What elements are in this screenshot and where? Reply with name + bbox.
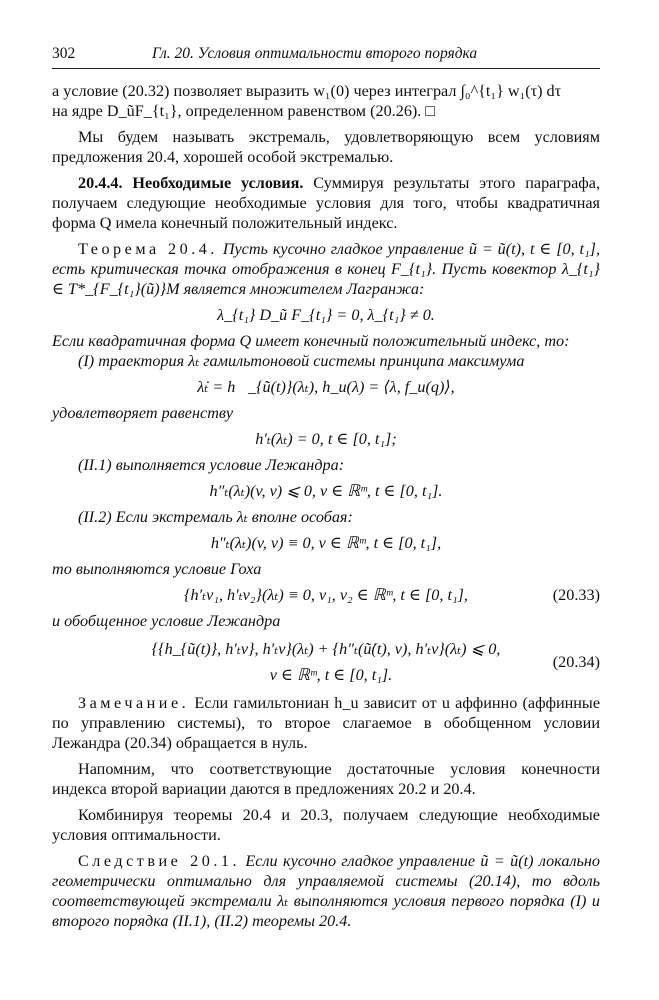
remark-label: Замечание. xyxy=(78,694,190,712)
equation-generalized-line-2: v ∈ ℝᵐ, t ∈ [0, t₁]. xyxy=(269,666,393,684)
theorem-item-2-1: (II.1) выполняется условие Лежандра: xyxy=(78,456,345,474)
equation-generalized-line-1: {{h_{ũ(t)}, h′ₜv}, h′ₜv}(λₜ) + {h″ₜ(ũ̇(t), v), h′ₜv}(λₜ) ⩽ 0, xyxy=(151,640,501,658)
remark-paragraph xyxy=(52,693,600,753)
section-heading: 20.4.4. Необходимые условия. xyxy=(78,174,304,192)
corollary-text: Если кусочно гладкое управление ũ = ũ(t) локально геометрически оптимально для управляемой системы (20.14), то вдоль соответствующей экстремали λₜ выполняются условия первого порядка (I) и второго порядка (II.1), (II.2) теоремы 20.4. xyxy=(52,852,600,930)
theorem-statement xyxy=(52,239,600,299)
paragraph-combine: Комбинируя теоремы 20.4 и 20.3, получаем следующие необходимые условия оптимальности. xyxy=(52,806,600,844)
equation-goh-body: {h′ₜv₁, h′ₜv₂}(λₜ) ≡ 0, v₁, v₂ ∈ ℝᵐ, t ∈ [0, t₁], xyxy=(184,586,468,604)
equation-legendre: h″ₜ(λₜ)(v, v) ⩽ 0, v ∈ ℝᵐ, t ∈ [0, t₁]. xyxy=(209,482,443,500)
equation-first-derivative: h′ₜ(λₜ) = 0, t ∈ [0, t₁]; xyxy=(255,430,397,448)
equation-number-20-34: (20.34) xyxy=(552,653,600,671)
paragraph-condition-cont: на ядре D_ũF_{t₁}, определенном равенством (20.26). □ xyxy=(52,102,436,120)
section-text: Суммируя результаты этого параграфа, получаем следующие необходимые условия для того, чтобы квадратичная форма Q имела конечный положительный индекс. xyxy=(52,174,600,232)
section-paragraph xyxy=(52,173,600,233)
equation-lagrange: λ_{t₁} D_ũ F_{t₁} = 0, λ_{t₁} ≠ 0. xyxy=(217,306,435,324)
theorem-condition-intro: Если квадратичная форма Q имеет конечный положительный индекс, то: xyxy=(52,332,570,350)
equation-number-20-33: (20.33) xyxy=(552,586,600,604)
page-number: 302 xyxy=(52,45,76,62)
equation-generalized-legendre xyxy=(52,639,600,685)
theorem-text: Пусть кусочно гладкое управление ũ = ũ(t), t ∈ [0, t₁], есть критическая точка отображения в конец F_{t₁}. Пусть ковектор λ_{t₁} ∈ T*_{F_{t₁}(ũ)}M является множителем Лагранжа: xyxy=(52,240,601,298)
equation-goh xyxy=(52,585,600,605)
running-title: Гл. 20. Условия оптимальности второго порядка xyxy=(152,45,478,62)
paragraph-good-extremal: Мы будем называть экстремаль, удовлетворяющую всем условиям предложения 20.4, хорошей особой экстремалью. xyxy=(52,128,600,166)
theorem-satisfies: удовлетворяет равенству xyxy=(52,404,234,422)
theorem-item-2-2: (II.2) Если экстремаль λₜ вполне особая: xyxy=(78,508,353,526)
theorem-goh-intro: то выполняются условие Гоха xyxy=(52,560,262,578)
paragraph-reminder: Напомним, что соответствующие достаточные условия конечности индекса второй вариации даются в предложениях 20.2 и 20.4. xyxy=(52,760,600,798)
equation-singular: h″ₜ(λₜ)(v, v) ≡ 0, v ∈ ℝᵐ, t ∈ [0, t₁], xyxy=(210,534,442,552)
paragraph-condition: а условие (20.32) позволяет выразить w₁(0) через интеграл ∫₀^{t₁} w₁(τ) dτ xyxy=(52,82,562,100)
theorem-item-1: (I) траектория λₜ гамильтоновой системы принципа максимума xyxy=(78,352,525,370)
corollary-statement xyxy=(52,851,600,931)
equation-hamiltonian: λ̇ₜ = h⃗_{ũ(t)}(λₜ), h_u(λ) = ⟨λ, f_u(q)⟩, xyxy=(197,378,455,396)
corollary-label: Следствие 20.1. xyxy=(78,852,241,870)
theorem-label: Теорема 20.4. xyxy=(78,240,218,258)
remark-text: Если гамильтониан h_u зависит от u аффинно (аффинные по управлению системы), то второе слагаемое в обобщенном условии Лежандра (20.34) обращается в нуль. xyxy=(52,694,600,752)
book-page xyxy=(52,44,600,931)
page-header xyxy=(52,44,600,69)
theorem-generalized-intro: и обобщенное условие Лежандра xyxy=(52,612,281,630)
